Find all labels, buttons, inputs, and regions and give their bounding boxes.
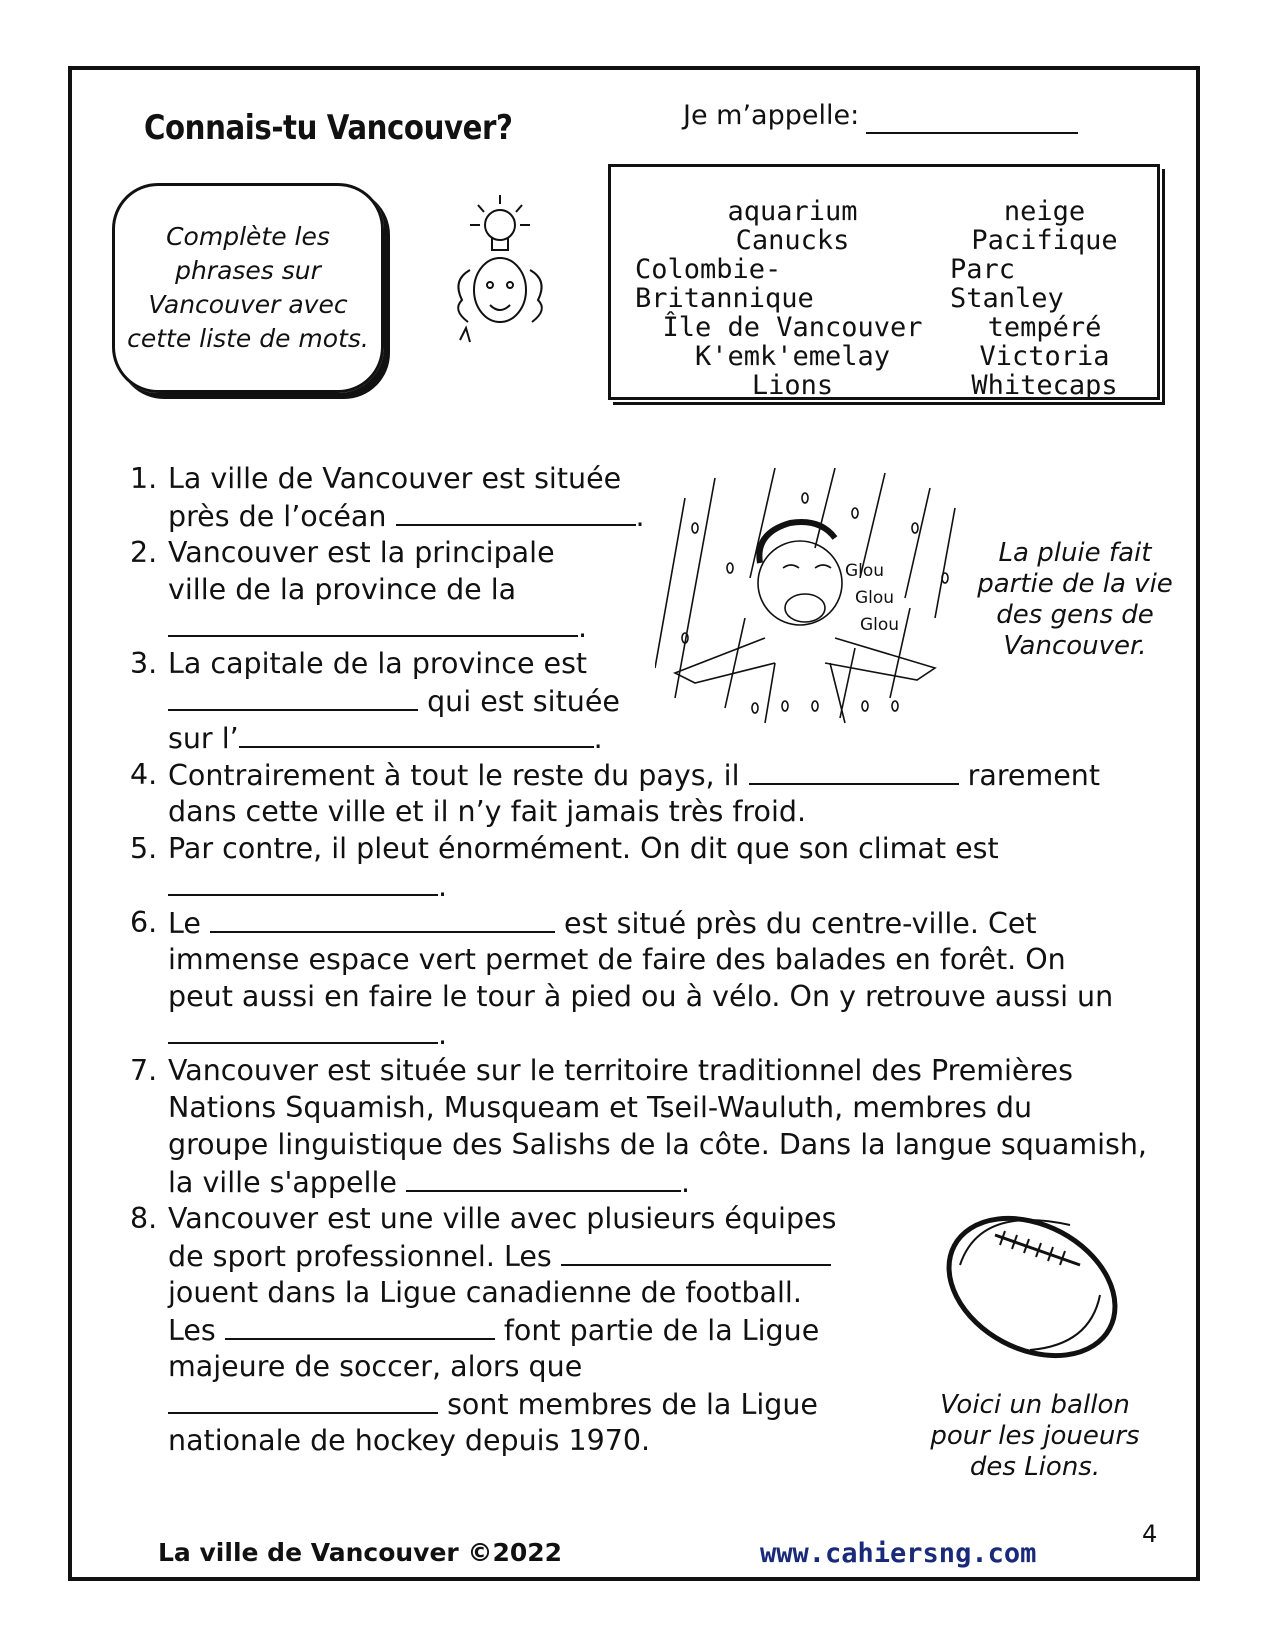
question-text: ville de la province de la xyxy=(168,573,517,606)
rain-sound-3: Glou xyxy=(860,615,900,635)
question-line xyxy=(168,719,603,758)
answer-blank[interactable] xyxy=(168,682,418,711)
answer-blank[interactable] xyxy=(225,1311,495,1340)
question-line xyxy=(168,1311,819,1350)
question-text: Vancouver est une ville avec plusieurs équipes xyxy=(168,1202,837,1235)
answer-blank[interactable] xyxy=(210,904,555,933)
word-neige: neige xyxy=(1003,196,1086,227)
question-line xyxy=(168,497,645,536)
rain-person-illustration xyxy=(655,468,975,733)
rain-caption: La pluie fait partie de la vie des gens de Vancouver. xyxy=(977,538,1173,661)
question-number: 5. xyxy=(130,832,158,865)
question-text: qui est située xyxy=(427,685,620,718)
question-text: Par contre, il pleut énormément. On dit que son climat est xyxy=(168,832,999,865)
punctuation: . xyxy=(593,722,603,755)
question-text: jouent dans la Ligue canadienne de football. xyxy=(168,1276,802,1309)
question-text: Vancouver est située sur le territoire traditionnel des Premières xyxy=(168,1054,1073,1087)
question-text: de sport professionnel. Les xyxy=(168,1240,552,1273)
name-blank[interactable] xyxy=(866,132,1078,134)
answer-blank[interactable] xyxy=(168,867,438,896)
football-illustration xyxy=(940,1205,1125,1370)
question-text: immense espace vert permet de faire des balades en forêt. On xyxy=(168,943,1066,976)
word-kemkemelay: K'emk'emelay xyxy=(694,341,891,372)
word-ile-de-vancouver: Île de Vancouver xyxy=(662,312,923,343)
question-text: est situé près du centre-ville. Cet xyxy=(564,907,1037,940)
question-text: groupe linguistique des Salishs de la côte. Dans la langue squamish, xyxy=(168,1128,1147,1161)
word-victoria: Victoria xyxy=(979,341,1110,372)
word-canucks: Canucks xyxy=(735,225,850,256)
answer-blank[interactable] xyxy=(168,1015,438,1044)
punctuation: . xyxy=(438,870,448,903)
question-number: 3. xyxy=(130,647,158,680)
question-line xyxy=(168,1385,818,1424)
question-text: rarement xyxy=(967,759,1100,792)
question-text: la ville s'appelle xyxy=(168,1166,397,1199)
answer-blank[interactable] xyxy=(406,1163,681,1192)
word-lions: Lions xyxy=(751,370,834,401)
word-bank-right-column xyxy=(950,196,1139,401)
word-tempere: tempéré xyxy=(987,312,1102,343)
question-text: Les xyxy=(168,1314,216,1347)
footer-copyright: La ville de Vancouver ©2022 xyxy=(158,1538,563,1567)
punctuation: . xyxy=(578,611,588,644)
question-number: 6. xyxy=(130,906,158,939)
question-text: peut aussi en faire le tour à pied ou à vélo. On y retrouve aussi un xyxy=(168,980,1114,1013)
word-aquarium: aquarium xyxy=(727,196,858,227)
rain-sound-2: Glou xyxy=(855,588,895,608)
word-parc-stanley: Parc Stanley xyxy=(950,254,1064,314)
question-line xyxy=(168,756,1100,795)
idea-person-illustration xyxy=(440,190,560,380)
question-text: Nations Squamish, Musqueam et Tseil-Wauluth, membres du xyxy=(168,1091,1033,1124)
word-whitecaps: Whitecaps xyxy=(971,370,1118,401)
answer-blank[interactable] xyxy=(396,497,636,526)
question-number: 1. xyxy=(130,462,158,495)
answer-blank[interactable] xyxy=(168,1385,438,1414)
name-label: Je m’appelle: xyxy=(683,100,860,131)
question-text: près de l’océan xyxy=(168,500,387,533)
footer-website-link[interactable]: www.cahiersng.com xyxy=(760,1538,1037,1569)
football-caption: Voici un ballon pour les joueurs des Lions. xyxy=(930,1390,1140,1482)
question-number: 2. xyxy=(130,536,158,569)
answer-blank[interactable] xyxy=(561,1237,831,1266)
question-line xyxy=(168,1163,690,1202)
question-text: La ville de Vancouver est située xyxy=(168,462,622,495)
question-text: sont membres de la Ligue xyxy=(447,1388,818,1421)
answer-blank[interactable] xyxy=(749,756,959,785)
question-line xyxy=(168,904,1037,943)
question-number: 7. xyxy=(130,1054,158,1087)
question-text: Le xyxy=(168,907,201,940)
instructions-box xyxy=(112,183,384,393)
question-text: Contrairement à tout le reste du pays, il xyxy=(168,759,740,792)
question-text: nationale de hockey depuis 1970. xyxy=(168,1424,651,1457)
answer-blank[interactable] xyxy=(168,608,578,637)
rain-sound-1: Glou xyxy=(845,561,885,581)
word-bank xyxy=(608,164,1160,400)
page-number: 4 xyxy=(1142,1520,1158,1548)
question-text: La capitale de la province est xyxy=(168,647,588,680)
question-number: 8. xyxy=(130,1202,158,1235)
question-text: Vancouver est la principale xyxy=(168,536,555,569)
question-line xyxy=(168,1015,447,1054)
question-line xyxy=(168,608,587,647)
punctuation: . xyxy=(438,1018,448,1051)
word-bank-left-column xyxy=(635,196,950,401)
question-text: font partie de la Ligue xyxy=(503,1314,820,1347)
question-text: sur l’ xyxy=(168,722,239,755)
word-pacifique: Pacifique xyxy=(971,225,1118,256)
question-text: dans cette ville et il n’y fait jamais très froid. xyxy=(168,795,807,828)
answer-blank[interactable] xyxy=(239,719,594,748)
word-colombie-britannique: Colombie-Britannique xyxy=(635,254,814,314)
question-number: 4. xyxy=(130,758,158,791)
punctuation: . xyxy=(680,1166,691,1199)
punctuation: . xyxy=(635,500,645,533)
question-line xyxy=(168,682,620,721)
question-text: majeure de soccer, alors que xyxy=(168,1350,583,1383)
question-line xyxy=(168,867,447,906)
question-line xyxy=(168,1237,831,1276)
page-title: Connais-tu Vancouver? xyxy=(144,108,513,148)
instructions-text: Complète les phrases sur Vancouver avec cette liste de mots. xyxy=(127,222,369,353)
